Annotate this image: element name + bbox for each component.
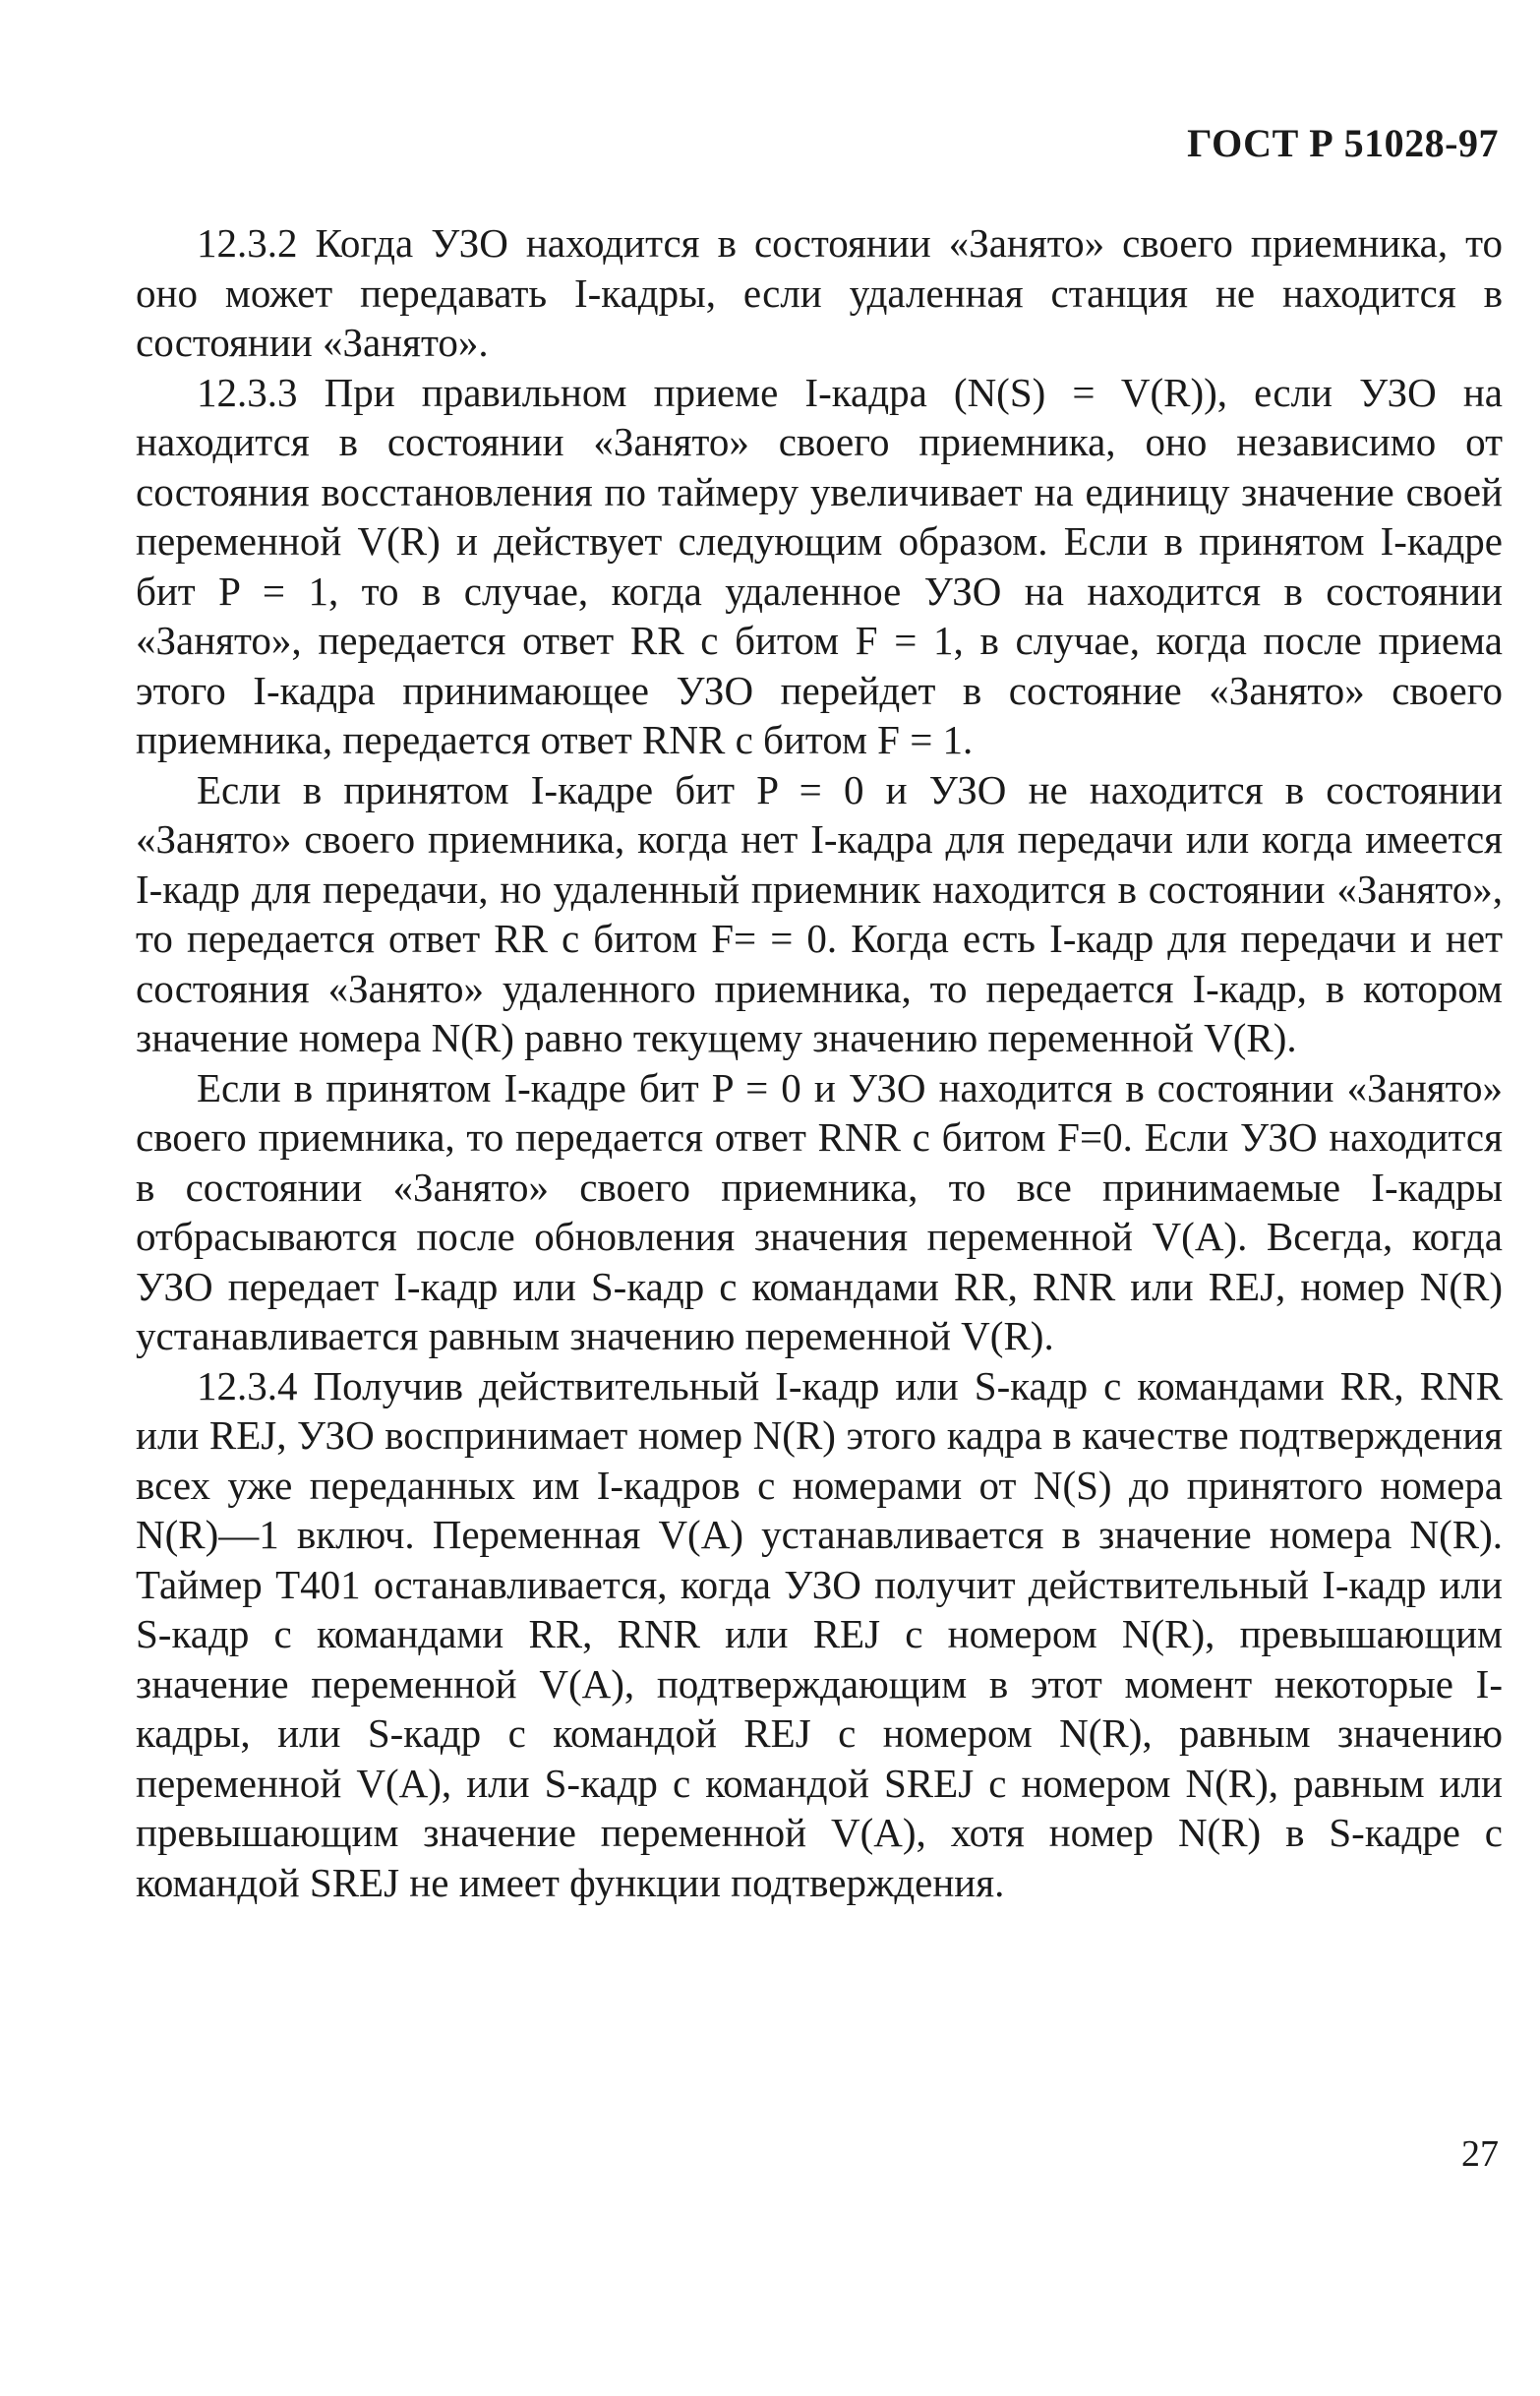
paragraph-p0-busy: Если в принятом I-кадре бит P = 0 и УЗО находится в состоянии «Занято» своего приемника, то передается ответ RNR с битом F=0. Если УЗО находится в состоянии «Занято» своего приемника, то все принимаемые I-кадры отбрасываются после обновления значения переменной V(A). Всегда, когда УЗО передает I-кадр или S-кадр с командами RR, RNR или REJ, номер N(R) устанавливается равным значению переменной V(R). bbox=[136, 1064, 1503, 1358]
standard-designation: ГОСТ Р 51028-97 bbox=[1187, 121, 1499, 165]
paragraph-12-3-2: 12.3.2 Когда УЗО находится в состоянии «Занято» своего приемника, то оно может передавать I-кадры, если удаленная станция не находится в состоянии «Занято». bbox=[136, 220, 1503, 365]
page-number: 27 bbox=[1461, 2133, 1499, 2175]
paragraph-12-3-4: 12.3.4 Получив действительный I-кадр или S-кадр с командами RR, RNR или REJ, УЗО воспринимает номер N(R) этого кадра в качестве подтверждения всех уже переданных им I-кадров с номерами от N(S) до принятого номера N(R)—1 включ. Переменная V(A) устанавливается в значение номера N(R). Таймер T401 останавливается, когда УЗО получит действительный I-кадр или S-кадр с командами RR, RNR или REJ с номером N(R), превышающим значение переменной V(A), подтверждающим в этот момент некоторые I-кадры, или S-кадр с командой REJ с номером N(R), равным значению переменной V(A), или S-кадр с командой SREJ с номером N(R), равным или превышающим значение переменной V(A), хотя номер N(R) в S-кадре с командой SREJ не имеет функции подтверждения. bbox=[136, 1362, 1503, 1905]
body-text bbox=[136, 218, 1503, 1907]
paragraph-12-3-3: 12.3.3 При правильном приеме I-кадра (N(S) = V(R)), если УЗО на находится в состоянии «Занято» своего приемника, оно независимо от состояния восстановления по таймеру увеличивает на единицу значение своей переменной V(R) и действует следующим образом. Если в принятом I-кадре бит P = 1, то в случае, когда удаленное УЗО на находится в состоянии «Занято», передается ответ RR с битом F = 1, в случае, когда после приема этого I-кадра принимающее УЗО перейдет в состояние «Занято» своего приемника, передается ответ RNR с битом F = 1. bbox=[136, 369, 1503, 762]
paragraph-p0-not-busy: Если в принятом I-кадре бит P = 0 и УЗО не находится в состоянии «Занято» своего приемника, когда нет I-кадра для передачи или когда имеется I-кадр для передачи, но удаленный приемник находится в состоянии «Занято», то передается ответ RR с битом F= = 0. Когда есть I-кадр для передачи и нет состояния «Занято» удаленного приемника, то передается I-кадр, в котором значение номера N(R) равно текущему значению переменной V(R). bbox=[136, 766, 1503, 1060]
